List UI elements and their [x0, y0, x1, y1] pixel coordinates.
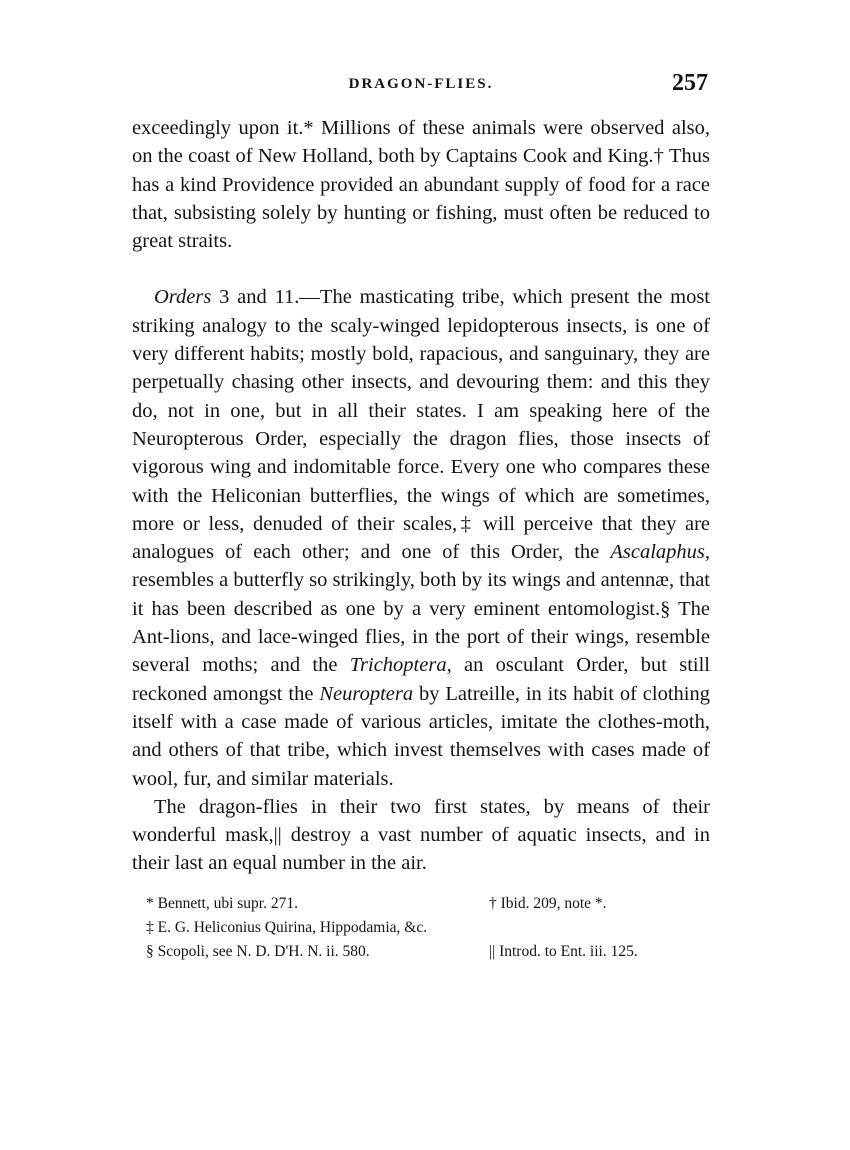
- footnotes: [132, 892, 710, 964]
- footnote-row-3: [146, 940, 710, 964]
- trichoptera-italic: Trichoptera: [349, 654, 447, 677]
- footnote-3: ‡ E. G. Heliconius Quirina, Hippodamia, &c.: [146, 918, 428, 936]
- neuroptera-italic: Neuroptera: [319, 682, 414, 705]
- paragraph-1: exceedingly upon it.* Millions of these animals were observed also, on the coast of New Holland, both by Captains Cook and King.† Thus has a kind Providence provided an abundant supply of food for a race that, subsisting solely by hunting or fishing, must often be reduced to great straits.: [132, 117, 710, 253]
- paragraph-2-text-1: 3 and 11.—The masticating tribe, which present the most striking analogy to the scaly-winged lepidopterous insects, is one of very different habits; mostly bold, rapacious, and sanguinary, they are perpetually chasing other insects, and devouring them: and this they do, not in one, but in all their states. I am speaking here of the Neuropterous Order, especially the dragon flies, those insects of vigorous wing and indomitable force. Every one who compares these with the Heliconian butterflies, the wings of which are sometimes, more or less, denuded of their scales,‡ will perceive that they are analogues of each other; and one of this Order, the: [132, 286, 710, 564]
- footnote-1: * Bennett, ubi supr. 271.: [146, 894, 298, 912]
- footnote-5: || Introd. to Ent. iii. 125.: [489, 942, 638, 960]
- paragraph-2-text-4: by Latreille, in its habit of clothing itself with a case made of various articles, imitate the clothes-moth, and others of that tribe, which invest themselves with cases made of wool, fur, and similar materials.: [132, 682, 710, 790]
- footnote-2: † Ibid. 209, note *.: [489, 894, 607, 912]
- ascalaphus-italic: Ascalaphus: [610, 541, 705, 564]
- book-page: [132, 70, 710, 964]
- paragraph-3: The dragon-flies in their two first states, by means of their wonderful mask,|| destroy a vast number of aquatic insects, and in their last an equal number in the air.: [132, 795, 710, 875]
- paragraph-2: [132, 283, 710, 792]
- paragraph-2-text-2: , resembles a butterfly so strikingly, both by its wings and antennæ, that it has been described as one by a very eminent entomologist.§ The Ant-lions, and lace-winged flies, in the port of their wings, resemble several moths; and the: [132, 541, 710, 677]
- page-header: [132, 70, 710, 104]
- footnote-4: § Scopoli, see N. D. D'H. N. ii. 580.: [146, 942, 370, 960]
- page-number: 257: [672, 70, 708, 96]
- orders-italic: Orders: [154, 286, 212, 309]
- running-title: DRAGON-FLIES.: [348, 76, 494, 92]
- paragraph-2-text-3: , an osculant Order, but still reckoned amongst the: [132, 654, 710, 705]
- footnote-row-1: [146, 892, 710, 916]
